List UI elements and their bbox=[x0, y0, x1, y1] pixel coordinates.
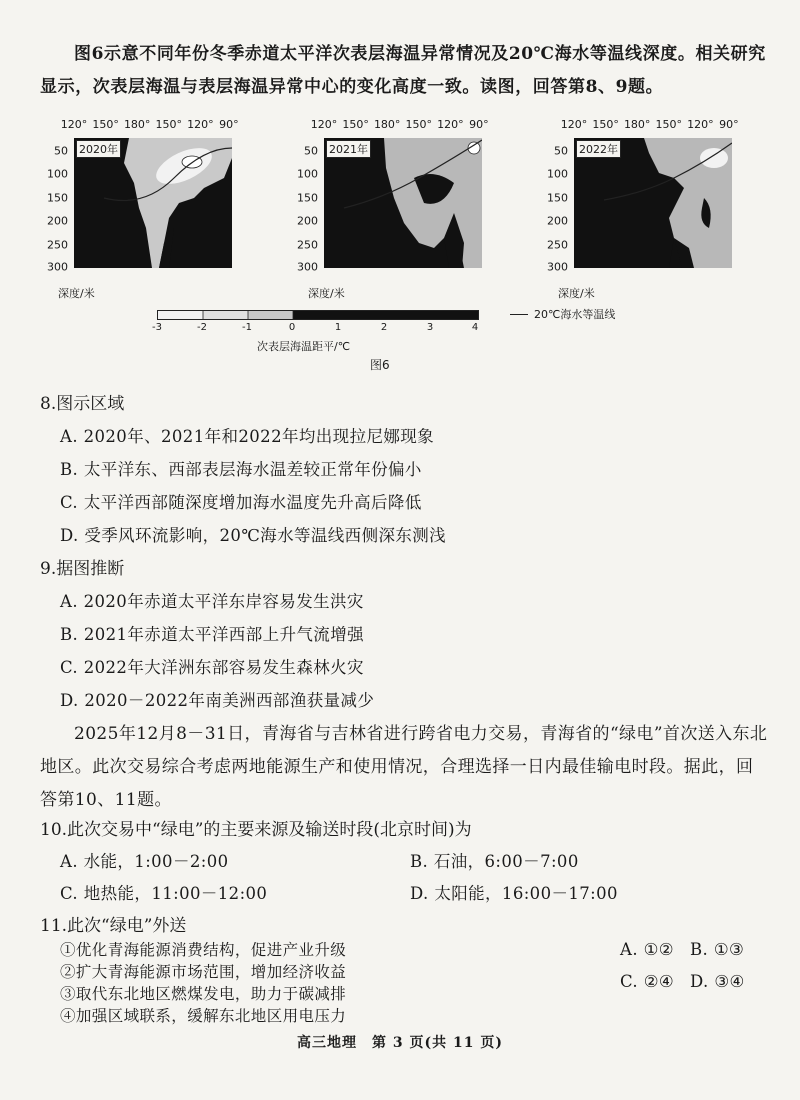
lon-tick: 180° bbox=[373, 118, 401, 131]
depth-tick: 300 bbox=[297, 260, 318, 274]
scale-ticks bbox=[152, 322, 479, 336]
depth-tick: 200 bbox=[47, 214, 68, 228]
year-label: 2020年 bbox=[76, 140, 121, 158]
depth-tick: 200 bbox=[547, 214, 568, 228]
depth-axis bbox=[540, 138, 570, 274]
question-8-stem: 8.图示区域 bbox=[40, 394, 125, 414]
lon-tick: 180° bbox=[623, 118, 651, 131]
q11-option-b[interactable]: B. ①③ bbox=[690, 940, 745, 959]
panel-2022 bbox=[540, 118, 740, 300]
depth-tick: 150 bbox=[47, 191, 68, 205]
figure-caption: 图6 bbox=[370, 358, 390, 372]
depth-tick: 250 bbox=[47, 238, 68, 252]
depth-tick: 50 bbox=[304, 144, 318, 158]
q11-option-c[interactable]: C. ②④ bbox=[620, 972, 675, 991]
lon-tick: 150° bbox=[155, 118, 183, 131]
lon-tick: 120° bbox=[687, 118, 714, 131]
depth-tick: 100 bbox=[547, 167, 568, 181]
q10-option-c[interactable]: C. 地热能，11:00－12:00 bbox=[60, 884, 268, 903]
scale-tick: -2 bbox=[197, 322, 207, 333]
longitude-axis bbox=[310, 118, 489, 134]
q9-option-b[interactable]: B. 2021年赤道太平洋西部上升气流增强 bbox=[60, 625, 365, 644]
passage-paragraph: 2025年12月8－31日，青海省与吉林省进行跨省电力交易，青海省的“绿电”首次送入东北地区。此次交易综合考虑两地能源生产和使用情况，合理选择一日内最佳输电时段。据此，回答第10、11题。 bbox=[40, 724, 768, 810]
q11-statement-2: ②扩大青海能源市场范围，增加经济收益 bbox=[60, 963, 347, 981]
depth-tick: 150 bbox=[297, 191, 318, 205]
lon-tick: 90° bbox=[719, 118, 739, 131]
q8-option-d[interactable]: D. 受季风环流影响，20℃海水等温线西侧深东测浅 bbox=[60, 526, 447, 545]
lon-tick: 150° bbox=[342, 118, 369, 131]
isotherm-line-icon bbox=[510, 314, 528, 315]
q11-statement-3: ③取代东北地区燃煤发电，助力于碳减排 bbox=[60, 985, 347, 1003]
depth-axis-label: 深度/米 bbox=[308, 287, 345, 300]
depth-axis bbox=[40, 138, 70, 274]
scale-tick: -3 bbox=[152, 322, 162, 333]
depth-axis bbox=[290, 138, 320, 274]
depth-tick: 300 bbox=[47, 260, 68, 274]
depth-tick: 150 bbox=[547, 191, 568, 205]
color-scale bbox=[152, 310, 479, 370]
figure-6 bbox=[40, 118, 770, 388]
lon-tick: 120° bbox=[560, 118, 588, 131]
depth-tick: 250 bbox=[547, 238, 568, 252]
depth-tick: 100 bbox=[297, 167, 318, 181]
scale-bar bbox=[157, 310, 479, 320]
q8-option-b[interactable]: B. 太平洋东、西部表层海水温差较正常年份偏小 bbox=[60, 460, 422, 479]
scale-tick: 0 bbox=[288, 322, 296, 333]
scale-tick: 1 bbox=[334, 322, 342, 333]
q9-option-c[interactable]: C. 2022年大洋洲东部容易发生森林火灾 bbox=[60, 658, 364, 677]
lon-tick: 120° bbox=[437, 118, 464, 131]
isotherm-legend bbox=[510, 306, 615, 322]
page-footer: 高三地理 第 3 页(共 11 页) bbox=[297, 1035, 503, 1051]
lon-tick: 180° bbox=[123, 118, 151, 131]
lon-tick: 120° bbox=[187, 118, 214, 131]
q10-option-a[interactable]: A. 水能，1:00－2:00 bbox=[60, 852, 229, 871]
q11-option-d[interactable]: D. ③④ bbox=[690, 972, 745, 991]
q8-option-c[interactable]: C. 太平洋西部随深度增加海水温度先升高后降低 bbox=[60, 493, 422, 512]
lon-tick: 150° bbox=[592, 118, 619, 131]
question-10-stem: 10.此次交易中“绿电”的主要来源及输送时段(北京时间)为 bbox=[40, 820, 472, 840]
q11-statement-1: ①优化青海能源消费结构，促进产业升级 bbox=[60, 941, 347, 959]
question-11-stem: 11.此次“绿电”外送 bbox=[40, 916, 187, 936]
scale-tick: -1 bbox=[242, 322, 252, 333]
lon-tick: 90° bbox=[219, 118, 239, 131]
depth-tick: 300 bbox=[547, 260, 568, 274]
lon-tick: 120° bbox=[310, 118, 338, 131]
lon-tick: 120° bbox=[60, 118, 88, 131]
lon-tick: 150° bbox=[655, 118, 683, 131]
q8-option-a[interactable]: A. 2020年、2021年和2022年均出现拉尼娜现象 bbox=[60, 427, 435, 446]
longitude-axis bbox=[560, 118, 739, 134]
scale-tick: 4 bbox=[471, 322, 479, 333]
year-label: 2021年 bbox=[326, 140, 371, 158]
q10-option-b[interactable]: B. 石油，6:00－7:00 bbox=[410, 852, 579, 871]
q11-statement-4: ④加强区域联系，缓解东北地区用电压力 bbox=[60, 1007, 347, 1025]
lon-tick: 90° bbox=[469, 118, 489, 131]
q11-option-a[interactable]: A. ①② bbox=[620, 940, 674, 959]
depth-axis-label: 深度/米 bbox=[58, 287, 95, 300]
depth-tick: 250 bbox=[297, 238, 318, 252]
panel-2020 bbox=[40, 118, 240, 300]
lon-tick: 150° bbox=[405, 118, 433, 131]
depth-tick: 50 bbox=[54, 144, 68, 158]
year-label: 2022年 bbox=[576, 140, 621, 158]
q10-option-d[interactable]: D. 太阳能，16:00－17:00 bbox=[410, 884, 618, 903]
intro-paragraph: 图6示意不同年份冬季赤道太平洋次表层海温异常情况及20℃海水等温线深度。相关研究显示，次表层海温与表层海温异常中心的变化高度一致。读图，回答第8、9题。 bbox=[40, 44, 766, 97]
scale-title: 次表层海温距平/℃ bbox=[257, 340, 351, 353]
depth-tick: 50 bbox=[554, 144, 568, 158]
depth-tick: 200 bbox=[297, 214, 318, 228]
depth-tick: 100 bbox=[47, 167, 68, 181]
panel-2021 bbox=[290, 118, 490, 300]
lon-tick: 150° bbox=[92, 118, 119, 131]
longitude-axis bbox=[60, 118, 239, 134]
q9-option-a[interactable]: A. 2020年赤道太平洋东岸容易发生洪灾 bbox=[60, 592, 364, 611]
scale-tick: 3 bbox=[426, 322, 434, 333]
q9-option-d[interactable]: D. 2020－2022年南美洲西部渔获量减少 bbox=[60, 691, 375, 710]
question-9-stem: 9.据图推断 bbox=[40, 559, 125, 579]
legend-label: 20℃海水等温线 bbox=[534, 308, 616, 321]
depth-axis-label: 深度/米 bbox=[558, 287, 595, 300]
scale-tick: 2 bbox=[380, 322, 388, 333]
